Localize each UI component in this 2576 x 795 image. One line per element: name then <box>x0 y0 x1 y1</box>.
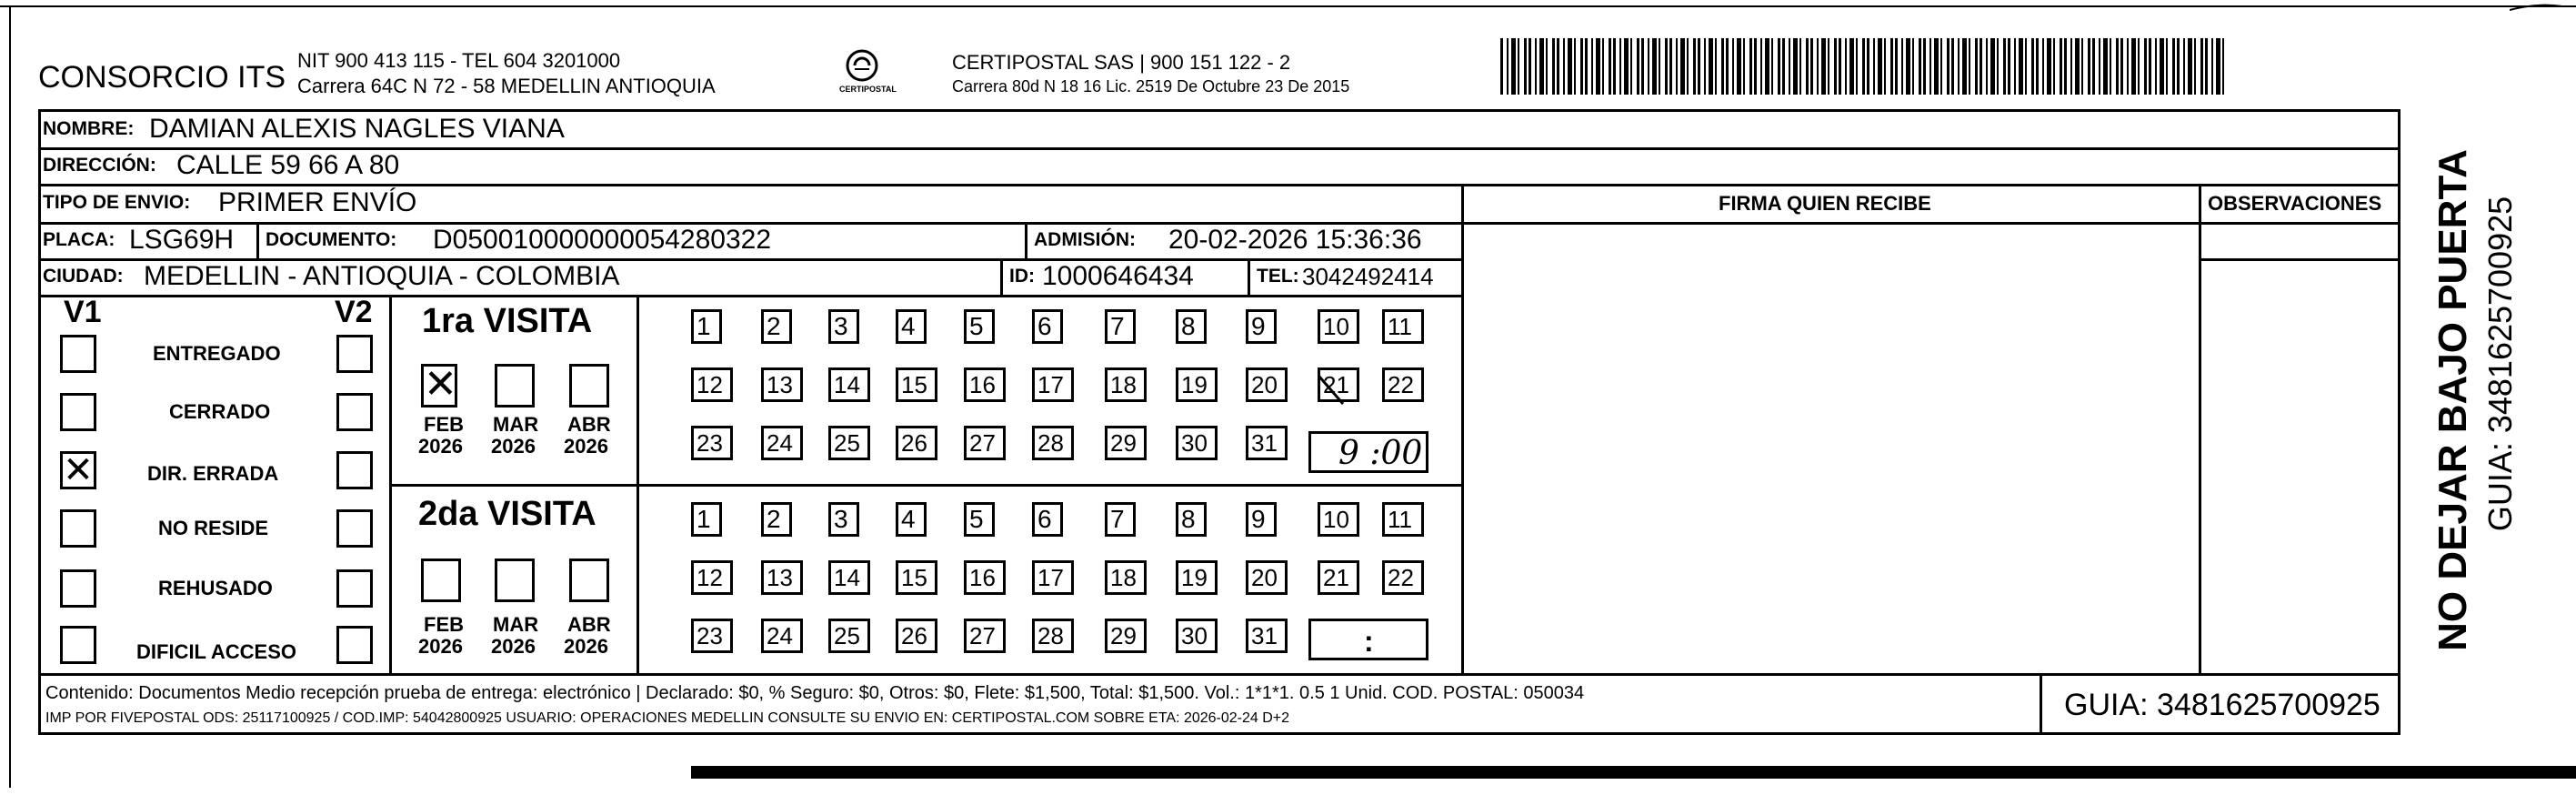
status-no-reside: NO RESIDE <box>158 517 269 539</box>
certipostal-line1: CERTIPOSTAL SAS | 900 151 122 - 2 <box>952 51 1291 74</box>
first-visit-day-16[interactable]: 16 <box>964 367 1006 402</box>
v1-label: V1 <box>64 295 102 329</box>
corner-mark <box>2510 0 2564 9</box>
observaciones-header: OBSERVACIONES <box>2208 192 2382 215</box>
first-visit-mar-checkbox[interactable] <box>495 364 535 408</box>
check-mark-icon: ✕ <box>424 362 457 407</box>
second-visit-day-9[interactable]: 9 <box>1246 502 1277 537</box>
v1-no-reside-checkbox[interactable] <box>60 509 96 548</box>
first-visit-day-23[interactable]: 23 <box>691 426 733 460</box>
col-line <box>2040 673 2042 735</box>
first-visit-day-20[interactable]: 20 <box>1246 367 1288 402</box>
v2-cerrado-checkbox[interactable] <box>336 393 373 431</box>
second-visit-day-29[interactable]: 29 <box>1105 619 1147 653</box>
first-visit-day-15[interactable]: 15 <box>896 367 937 402</box>
first-visit-day-6[interactable]: 6 <box>1032 309 1063 344</box>
v2-dir-errada-checkbox[interactable] <box>336 451 373 489</box>
row-line <box>38 673 2401 676</box>
placa-label: PLACA: <box>43 229 115 250</box>
first-visit-day-25[interactable]: 25 <box>828 426 870 460</box>
second-visit-mar-checkbox[interactable] <box>495 559 535 602</box>
status-entregado: ENTREGADO <box>153 342 281 365</box>
admision-label: ADMISIÓN: <box>1034 229 1136 250</box>
tel-value: 3042492414 <box>1302 263 1434 290</box>
crossed-day-mark <box>1316 373 1347 408</box>
second-visit-time: : <box>1364 625 1374 658</box>
nit-line: NIT 900 413 115 - TEL 604 3201000 <box>297 49 621 72</box>
first-visit-title: 1ra VISITA <box>422 302 593 340</box>
first-visit-day-1[interactable]: 1 <box>691 309 722 344</box>
status-dificil-acceso: DIFICIL ACCESO <box>136 640 297 663</box>
second-visit-day-5[interactable]: 5 <box>964 502 995 537</box>
row-line <box>2199 258 2401 261</box>
v1-entregado-checkbox[interactable] <box>60 335 96 373</box>
first-visit-year-feb: 2026 <box>418 435 463 458</box>
second-visit-feb-checkbox[interactable] <box>421 559 461 602</box>
tipo-envio-value: PRIMER ENVÍO <box>218 187 417 217</box>
second-visit-day-8[interactable]: 8 <box>1176 502 1207 537</box>
col-line <box>2199 184 2201 673</box>
status-cerrado: CERRADO <box>169 400 271 423</box>
second-visit-day-30[interactable]: 30 <box>1176 619 1218 653</box>
first-visit-day-21[interactable]: 21 <box>1318 367 1359 402</box>
direccion-label: DIRECCIÓN: <box>43 155 156 176</box>
second-visit-day-28[interactable]: 28 <box>1032 619 1074 653</box>
second-visit-day-27[interactable]: 27 <box>964 619 1006 653</box>
first-visit-day-13[interactable]: 13 <box>761 367 803 402</box>
company-address: Carrera 64C N 72 - 58 MEDELLIN ANTIOQUIA <box>297 75 716 97</box>
first-visit-time: 9 :00 <box>1338 435 1423 472</box>
first-visit-month-mar: MAR <box>493 413 539 436</box>
first-visit-day-4[interactable]: 4 <box>896 309 927 344</box>
documento-label: DOCUMENTO: <box>266 229 397 250</box>
first-visit-day-26[interactable]: 26 <box>896 426 937 460</box>
ciudad-value: MEDELLIN - ANTIOQUIA - COLOMBIA <box>144 261 620 291</box>
left-scan-line <box>9 5 11 788</box>
nombre-value: DAMIAN ALEXIS NAGLES VIANA <box>149 114 565 144</box>
direccion-value: CALLE 59 66 A 80 <box>176 150 400 180</box>
row-line <box>38 184 2401 186</box>
second-visit-day-21[interactable]: 21 <box>1318 560 1359 595</box>
logo-text: CERTIPOSTAL <box>839 85 897 94</box>
certipostal-logo <box>835 45 897 96</box>
first-visit-day-8[interactable]: 8 <box>1176 309 1207 344</box>
second-visit-day-15[interactable]: 15 <box>896 560 937 595</box>
first-visit-day-27[interactable]: 27 <box>964 426 1006 460</box>
first-visit-day-11[interactable]: 11 <box>1382 309 1424 344</box>
first-visit-year-mar: 2026 <box>491 435 536 458</box>
first-visit-feb-checkbox[interactable] <box>421 364 457 408</box>
first-visit-day-30[interactable]: 30 <box>1176 426 1218 460</box>
second-visit-day-14[interactable]: 14 <box>828 560 870 595</box>
tel-label: TEL: <box>1257 266 1299 287</box>
v1-dir-errada-checkbox[interactable] <box>60 451 96 489</box>
v1-dificil-acceso-checkbox[interactable] <box>60 626 96 664</box>
second-visit-year-abr: 2026 <box>564 635 608 658</box>
v1-rehusado-checkbox[interactable] <box>60 569 96 608</box>
second-visit-day-10[interactable]: 10 <box>1318 502 1359 537</box>
col-line <box>1248 258 1250 295</box>
cross-mark-icon <box>1316 373 1347 408</box>
first-visit-year-abr: 2026 <box>564 435 608 458</box>
firma-header: FIRMA QUIEN RECIBE <box>1719 192 1931 215</box>
certipostal-line2: Carrera 80d N 18 16 Lic. 2519 De Octubre 23 De 2015 <box>952 77 1350 96</box>
col-line <box>1025 222 1027 258</box>
status-dir-errada: DIR. ERRADA <box>147 462 279 485</box>
second-visit-day-17[interactable]: 17 <box>1032 560 1074 595</box>
check-mark-icon: ✕ <box>63 450 94 490</box>
first-visit-day-31[interactable]: 31 <box>1246 426 1288 460</box>
second-visit-month-mar: MAR <box>493 613 539 636</box>
second-visit-day-13[interactable]: 13 <box>761 560 803 595</box>
status-rehusado: REHUSADO <box>158 577 273 599</box>
placa-value: LSG69H <box>129 225 235 255</box>
v1-cerrado-checkbox[interactable] <box>60 393 96 431</box>
first-visit-day-7[interactable]: 7 <box>1105 309 1136 344</box>
first-visit-day-9[interactable]: 9 <box>1246 309 1277 344</box>
first-visit-day-18[interactable]: 18 <box>1105 367 1147 402</box>
second-visit-day-7[interactable]: 7 <box>1105 502 1136 537</box>
first-visit-day-5[interactable]: 5 <box>964 309 995 344</box>
second-visit-day-16[interactable]: 16 <box>964 560 1006 595</box>
second-visit-day-22[interactable]: 22 <box>1382 560 1424 595</box>
second-visit-day-23[interactable]: 23 <box>691 619 733 653</box>
second-visit-title: 2da VISITA <box>418 495 596 533</box>
first-visit-day-22[interactable]: 22 <box>1382 367 1424 402</box>
second-visit-day-11[interactable]: 11 <box>1382 502 1424 537</box>
second-visit-year-feb: 2026 <box>418 635 463 658</box>
footer-guia: GUIA: 3481625700925 <box>2064 688 2381 722</box>
second-visit-month-feb: FEB <box>424 613 464 636</box>
second-visit-time-box[interactable] <box>1308 619 1428 660</box>
col-line <box>256 222 259 258</box>
row-line <box>38 295 1461 297</box>
v2-dificil-acceso-checkbox[interactable] <box>336 626 373 664</box>
second-visit-day-31[interactable]: 31 <box>1246 619 1288 653</box>
tipo-envio-label: TIPO DE ENVIO: <box>43 192 191 213</box>
first-visit-day-10[interactable]: 10 <box>1318 309 1359 344</box>
company-name: CONSORCIO ITS <box>38 60 286 95</box>
top-scan-line <box>0 5 2576 7</box>
second-visit-abr-checkbox[interactable] <box>569 559 609 602</box>
first-visit-time-box[interactable] <box>1308 431 1428 473</box>
v2-rehusado-checkbox[interactable] <box>336 569 373 608</box>
first-visit-day-12[interactable]: 12 <box>691 367 733 402</box>
barcode <box>1500 38 2228 95</box>
first-visit-month-abr: ABR <box>567 413 611 436</box>
first-visit-day-24[interactable]: 24 <box>761 426 803 460</box>
side-guia: GUIA: 3481625700925 <box>2481 196 2519 532</box>
documento-value: D050010000000054280322 <box>433 225 772 255</box>
scribble-icon <box>2510 3 2564 12</box>
bottom-scan-line <box>691 766 2576 779</box>
second-visit-day-18[interactable]: 18 <box>1105 560 1147 595</box>
v2-no-reside-checkbox[interactable] <box>336 509 373 548</box>
second-visit-day-25[interactable]: 25 <box>828 619 870 653</box>
first-visit-day-2[interactable]: 2 <box>761 309 792 344</box>
ciudad-label: CIUDAD: <box>43 266 124 287</box>
visit-separator <box>389 484 1461 487</box>
first-visit-day-17[interactable]: 17 <box>1032 367 1074 402</box>
first-visit-day-29[interactable]: 29 <box>1105 426 1147 460</box>
v2-entregado-checkbox[interactable] <box>336 335 373 373</box>
first-visit-day-14[interactable]: 14 <box>828 367 870 402</box>
second-visit-month-abr: ABR <box>567 613 611 636</box>
first-visit-day-28[interactable]: 28 <box>1032 426 1074 460</box>
side-warning: NO DEJAR BAJO PUERTA <box>2431 149 2475 651</box>
second-visit-day-6[interactable]: 6 <box>1032 502 1063 537</box>
footer-contents: Contenido: Documentos Medio recepción prueba de entrega: electrónico | Declarado: $0, % Seguro: $0, Otros: $0, Flete: $1,500, Total: $1,500. Vol.: 1*1*1. 0.5 1 Unid. COD. POSTAL: 050034 <box>45 683 1585 703</box>
second-visit-day-2[interactable]: 2 <box>761 502 792 537</box>
v2-label: V2 <box>335 295 373 329</box>
second-visit-day-4[interactable]: 4 <box>896 502 927 537</box>
second-visit-day-12[interactable]: 12 <box>691 560 733 595</box>
second-visit-day-3[interactable]: 3 <box>828 502 859 537</box>
nombre-label: NOMBRE: <box>43 118 135 139</box>
first-visit-abr-checkbox[interactable] <box>569 364 609 408</box>
first-visit-day-3[interactable]: 3 <box>828 309 859 344</box>
col-line <box>1461 184 1464 673</box>
second-visit-year-mar: 2026 <box>491 635 536 658</box>
second-visit-day-24[interactable]: 24 <box>761 619 803 653</box>
second-visit-day-19[interactable]: 19 <box>1176 560 1218 595</box>
second-visit-day-26[interactable]: 26 <box>896 619 937 653</box>
admision-value: 20-02-2026 15:36:36 <box>1168 225 1422 255</box>
id-label: ID: <box>1009 266 1035 287</box>
id-value: 1000646434 <box>1042 261 1194 291</box>
first-visit-month-feb: FEB <box>424 413 464 436</box>
second-visit-day-1[interactable]: 1 <box>691 502 722 537</box>
second-visit-day-20[interactable]: 20 <box>1246 560 1288 595</box>
first-visit-day-19[interactable]: 19 <box>1176 367 1218 402</box>
col-line <box>1000 258 1003 295</box>
footer-print-info: IMP POR FIVEPOSTAL ODS: 25117100925 / COD.IMP: 54042800925 USUARIO: OPERACIONES MEDELLIN CONSULTE SU ENVIO EN: CERTIPOSTAL.COM SOBRE ETA: 2026-02-24 D+2 <box>45 710 1290 726</box>
